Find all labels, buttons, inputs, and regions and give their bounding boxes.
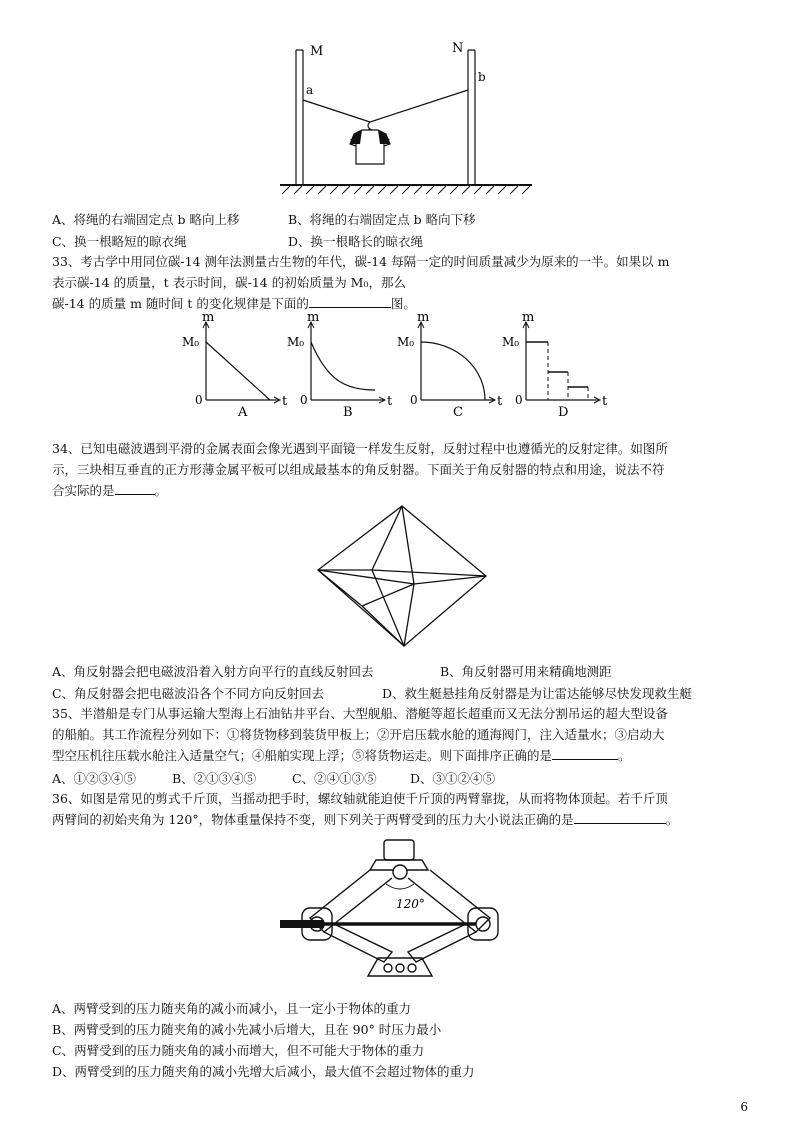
m0-label: M₀ — [287, 335, 305, 349]
origin-label: 0 — [195, 393, 203, 407]
label-N: N — [452, 41, 464, 56]
q34-line1: 34、已知电磁波遇到平滑的金属表面会像光遇到平面镜一样发生反射，反射过程中也遵循光的反射定律。如图所 — [52, 441, 668, 456]
origin-label: 0 — [300, 393, 308, 407]
label-a: a — [306, 83, 314, 97]
caption-D: D — [558, 405, 569, 420]
y-label: m — [417, 310, 430, 325]
q32-option-d: D、换一根略长的晾衣绳 — [288, 234, 424, 249]
x-label: t — [282, 394, 288, 409]
curve-B — [311, 342, 375, 390]
q35-option-a: A、①②③④⑤ — [52, 771, 137, 786]
origin-label: 0 — [515, 393, 523, 407]
q35-option-c: C、②④①③⑤ — [292, 771, 377, 786]
q35-line3: 型空压机往压载水舱注入适量空气；④船舶实现上浮；⑤将货物运走。则下面排序正确的是 。 — [52, 748, 631, 763]
q34-option-b: B、角反射器可用来精确地测距 — [440, 664, 612, 679]
q35-line1: 35、半潜船是专门从事运输大型海上石油钻井平台、大型舰船、潜艇等超长超重而又无法分割吊运的超大型设备 — [52, 706, 668, 721]
q36-option-c: C、两臂受到的压力随夹角的减小而增大，但不可能大于物体的重力 — [52, 1043, 425, 1058]
m0-label: M₀ — [182, 335, 200, 349]
angle-label: 120° — [396, 897, 425, 911]
y-label: m — [202, 310, 215, 325]
y-label: m — [522, 310, 535, 325]
page-number: 6 — [740, 1100, 748, 1114]
graph-C — [395, 310, 510, 420]
curve-A — [206, 342, 270, 400]
scissor-jack-figure — [280, 832, 520, 990]
q35-option-b: B、②①③④⑤ — [172, 771, 257, 786]
y-label: m — [307, 310, 320, 325]
caption-A: A — [238, 405, 248, 420]
q36-option-b: B、两臂受到的压力随夹角的减小先减小后增大，且在 90° 时压力最小 — [52, 1022, 442, 1037]
x-label: t — [602, 394, 608, 409]
graph-B — [285, 310, 400, 420]
q36-option-a: A、两臂受到的压力随夹角的减小而减小，且一定小于物体的重力 — [52, 1001, 412, 1016]
q36-line1: 36、如图是常见的剪式千斤顶，当摇动把手时，螺纹轴就能迫使千斤顶的两臂靠拢，从而将物体顶起。若千斤顶 — [52, 791, 668, 806]
q33-line2: 表示碳-14 的质量，t 表示时间，碳-14 的初始质量为 M₀，那么 — [52, 275, 406, 290]
m0-label: M₀ — [502, 335, 520, 349]
q36-answer-blank[interactable] — [574, 811, 666, 824]
label-b: b — [478, 70, 486, 84]
caption-B: B — [343, 405, 353, 420]
q34-line2: 示，三块相互垂直的正方形薄金属平板可以组成最基本的角反射器。下面关于角反射器的特点和用途，说法不符 — [52, 462, 665, 477]
caption-C: C — [453, 405, 463, 420]
q35-answer-blank[interactable] — [552, 747, 618, 760]
origin-label: 0 — [410, 393, 418, 407]
q33-line1: 33、考古学中用同位碳-14 测年法测量古生物的年代，碳-14 每隔一定的时间质量减少为原来的一半。如果以 m — [52, 254, 670, 269]
q32-option-b: B、将绳的右端固定点 b 略向下移 — [288, 212, 476, 227]
corner-reflector-figure — [310, 502, 490, 647]
q35-option-d: D、③①②④⑤ — [410, 771, 496, 786]
q32-option-c: C、换一根略短的晾衣绳 — [52, 234, 187, 249]
x-label: t — [497, 394, 503, 409]
clothesline-figure — [270, 30, 540, 205]
q35-line2: 的船舶。其工作流程分列如下：①将货物移到装货甲板上；②开启压载水舱的通海阀门，注入适量水；③启动大 — [52, 727, 665, 742]
q34-answer-blank[interactable] — [115, 482, 155, 495]
q34-option-c: C、角反射器会把电磁波沿各个不同方向反射回去 — [52, 686, 325, 701]
q34-option-d: D、救生艇悬挂角反射器是为让雷达能够尽快发现救生艇 — [382, 686, 693, 701]
x-label: t — [387, 394, 393, 409]
graph-A — [180, 310, 295, 420]
graph-D — [500, 310, 615, 420]
q33-line3: 碳-14 的质量 m 随时间 t 的变化规律是下面的 图。 — [52, 296, 416, 311]
q34-option-a: A、角反射器会把电磁波沿着入射方向平行的直线反射回去 — [52, 664, 374, 679]
q34-line3: 合实际的是 。 — [52, 483, 168, 498]
curve-C — [421, 342, 485, 400]
m0-label: M₀ — [397, 335, 415, 349]
q33-answer-blank[interactable] — [309, 295, 391, 308]
q32-option-a: A、将绳的右端固定点 b 略向上移 — [52, 212, 240, 227]
q36-line2: 两臂间的初始夹角为 120°，物体重量保持不变，则下列关于两臂受到的压力大小说法正确的是 。 — [52, 812, 679, 827]
label-M: M — [310, 44, 324, 59]
q36-option-d: D、两臂受到的压力随夹角的减小先增大后减小，最大值不会超过物体的重力 — [52, 1064, 475, 1079]
